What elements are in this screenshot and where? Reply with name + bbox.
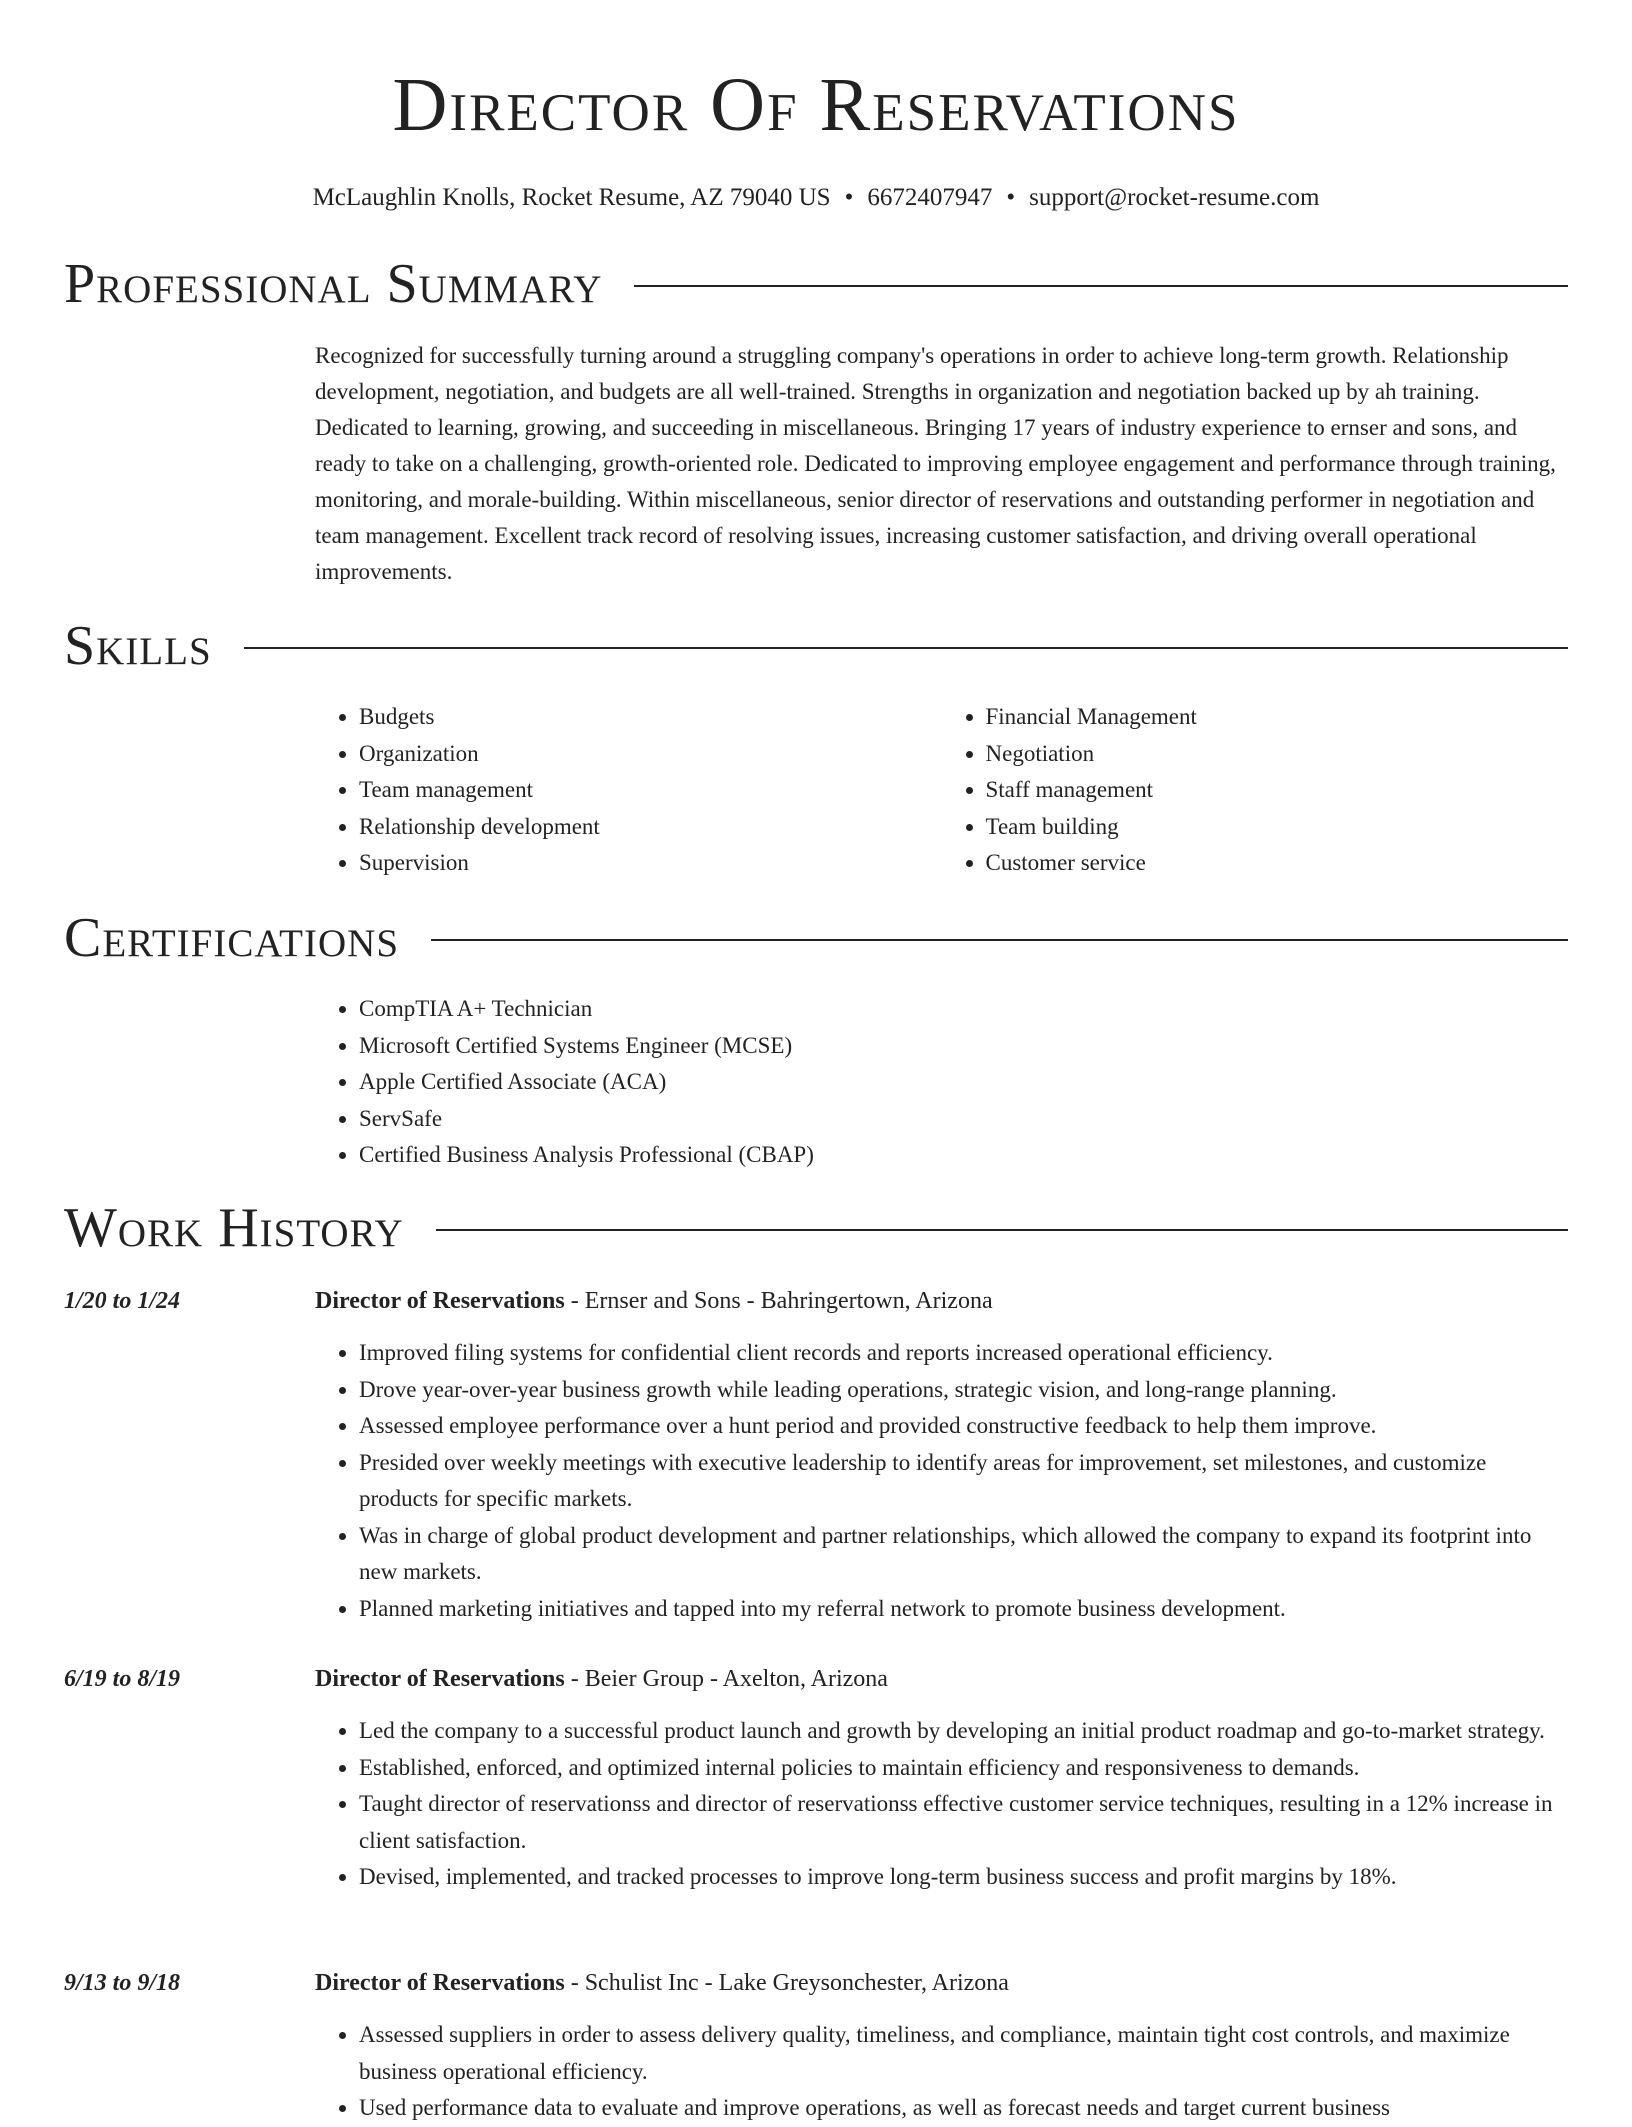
section-divider [431, 939, 1568, 941]
job-company: - Schulist Inc - Lake Greysonchester, Arizona [564, 1970, 1009, 1996]
job-header [64, 1967, 1568, 1999]
skill-item: • Staff management [986, 772, 1569, 809]
skill-item: • Negotiation [986, 736, 1569, 773]
job-title: Director of Reservations [315, 1970, 565, 1996]
work-history-section-header [64, 1196, 1568, 1260]
certifications-list [315, 991, 1568, 1174]
job-bullet: • Was in charge of global product development and partner relationships, which allowed the company to expand its footprint into new markets. [359, 1518, 1568, 1591]
certification-item: • Microsoft Certified Systems Engineer (MCSE) [359, 1028, 1568, 1065]
certification-item: • Apple Certified Associate (ACA) [359, 1064, 1568, 1101]
job-position [315, 1663, 888, 1695]
certification-item: • CompTIA A+ Technician [359, 991, 1568, 1028]
skill-item: • Customer service [986, 845, 1569, 882]
certification-item: • Certified Business Analysis Professional (CBAP) [359, 1137, 1568, 1174]
job-bullet: • Assessed suppliers in order to assess delivery quality, timeliness, and compliance, maintain tight cost controls, and maximize business operational efficiency. [359, 2017, 1568, 2090]
skill-item: • Organization [359, 736, 942, 773]
job-bullet: • Planned marketing initiatives and tapped into my referral network to promote business development. [359, 1591, 1568, 1628]
skill-item: • Team building [986, 809, 1569, 846]
contact-separator: • [1006, 184, 1016, 211]
job-bullet: • Led the company to a successful product launch and growth by developing an initial product roadmap and go-to-market strategy. [359, 1713, 1568, 1750]
job-position [315, 1285, 993, 1317]
job-bullet: • Used performance data to evaluate and improve operations, as well as forecast needs and target current business [359, 2090, 1568, 2127]
job-bullet: • Established, enforced, and optimized internal policies to maintain efficiency and responsiveness to demands. [359, 1750, 1568, 1787]
contact-line [64, 182, 1568, 214]
job-dates: 1/20 to 1/24 [64, 1288, 181, 1314]
skills-section-header [64, 614, 1568, 678]
summary-heading: Professional Summary [64, 253, 603, 315]
section-divider [244, 647, 1568, 649]
certifications-heading: Certifications [64, 907, 400, 969]
job-dates: 6/19 to 8/19 [64, 1666, 181, 1692]
skills-list [315, 699, 1568, 882]
skills-column-right [942, 699, 1569, 882]
skill-item: • Budgets [359, 699, 942, 736]
resume-title: Director Of Reservations [392, 63, 1240, 147]
job-company: - Ernser and Sons - Bahringertown, Arizona [564, 1288, 993, 1314]
job-bullet: • Devised, implemented, and tracked processes to improve long-term business success and profit margins by 18%. [359, 1859, 1568, 1896]
job-entry [64, 1285, 1568, 1627]
job-position [315, 1967, 1009, 1999]
resume-page [64, 0, 1568, 2120]
job-bullets [315, 1713, 1568, 1896]
skills-column-left [315, 699, 942, 882]
skill-item: • Relationship development [359, 809, 942, 846]
job-title: Director of Reservations [315, 1288, 565, 1314]
job-bullet: • Drove year-over-year business growth while leading operations, strategic vision, and long-range planning. [359, 1372, 1568, 1409]
certification-item: • ServSafe [359, 1101, 1568, 1138]
work-history-heading: Work History [64, 1197, 404, 1259]
skill-item: • Financial Management [986, 699, 1569, 736]
job-bullet: • Taught director of reservationss and director of reservationss effective customer service techniques, resulting in a 12% increase in client satisfaction. [359, 1786, 1568, 1859]
job-bullets [315, 1335, 1568, 1627]
summary-section-header [64, 252, 1568, 316]
job-bullet: • Assessed employee performance over a hunt period and provided constructive feedback to help them improve. [359, 1408, 1568, 1445]
skills-heading: Skills [64, 615, 212, 677]
section-divider [436, 1229, 1568, 1231]
job-bullet: • Improved filing systems for confidential client records and reports increased operational efficiency. [359, 1335, 1568, 1372]
job-title: Director of Reservations [315, 1666, 565, 1692]
job-header [64, 1663, 1568, 1695]
contact-separator: • [844, 184, 854, 211]
job-entry [64, 1663, 1568, 1896]
contact-address: McLaughlin Knolls, Rocket Resume, AZ 79040 US [312, 184, 831, 211]
job-entry [64, 1967, 1568, 2127]
job-bullets [315, 2017, 1568, 2127]
job-header [64, 1285, 1568, 1317]
skill-item: • Team management [359, 772, 942, 809]
section-divider [634, 285, 1568, 287]
summary-text: Recognized for successfully turning around a struggling company's operations in order to achieve long-term growth. Relationship development, negotiation, and budgets are all well-trained. Strengths in organization and negotiation backed up by ah training. Dedicated to learning, growing, and succeeding in miscellaneous. Bringing 17 years of industry experience to ernser and sons, and ready to take on a challenging, growth-oriented role. Dedicated to improving employee engagement and performance through training, monitoring, and morale-building. Within miscellaneous, senior director of reservations and outstanding performer in negotiation and team management. Excellent track record of resolving issues, increasing customer satisfaction, and driving overall operational improvements. [315, 343, 1556, 584]
job-bullet: • Presided over weekly meetings with executive leadership to identify areas for improvement, set milestones, and customize products for specific markets. [359, 1445, 1568, 1518]
certifications-section-header [64, 906, 1568, 970]
skill-item: • Supervision [359, 845, 942, 882]
contact-email: support@rocket-resume.com [1029, 184, 1320, 211]
job-company: - Beier Group - Axelton, Arizona [564, 1666, 888, 1692]
job-dates: 9/13 to 9/18 [64, 1970, 181, 1996]
contact-phone: 6672407947 [867, 184, 993, 211]
